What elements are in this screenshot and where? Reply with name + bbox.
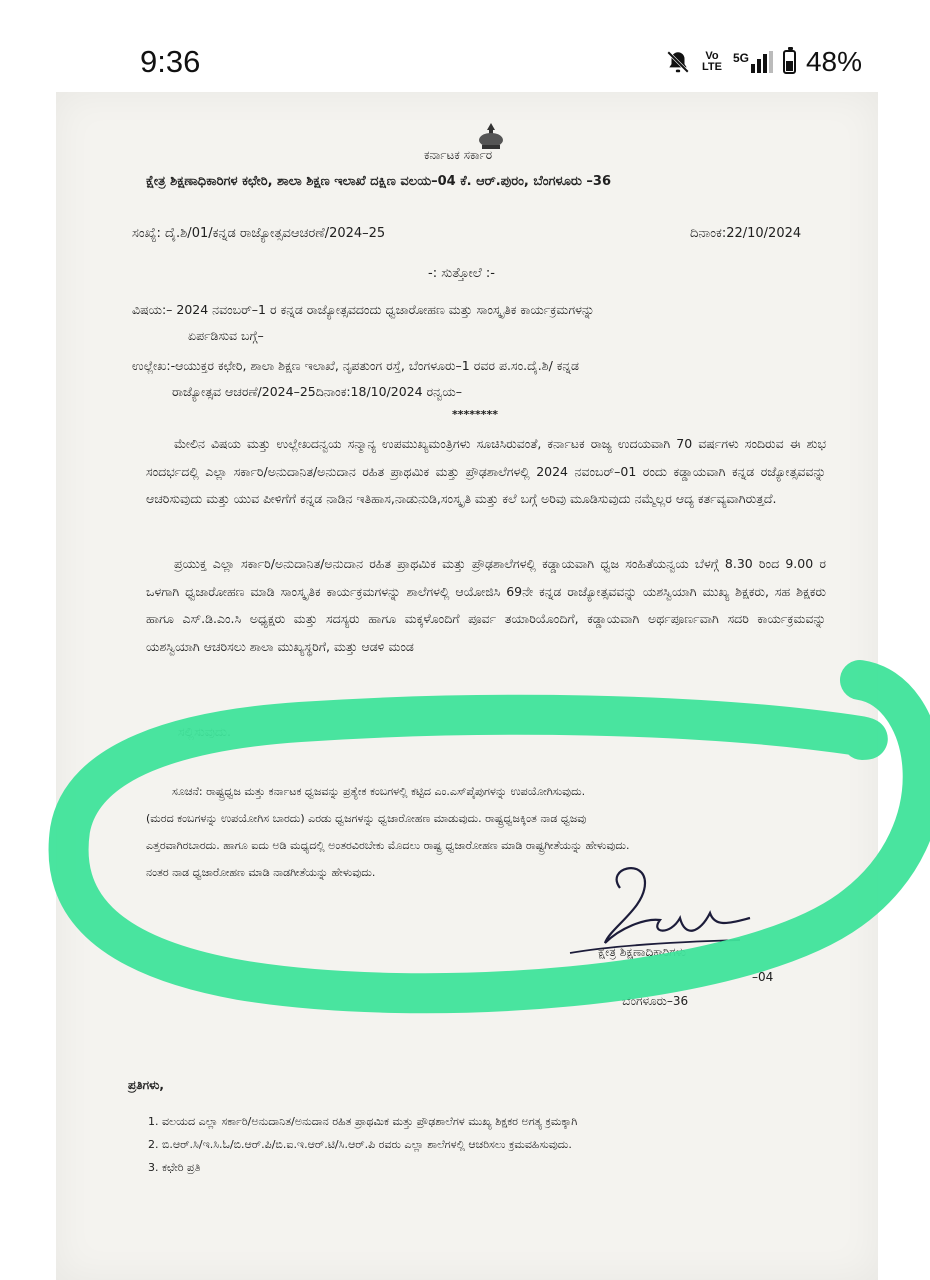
mute-bell-icon xyxy=(665,49,691,75)
signal-icon xyxy=(733,51,773,73)
volte-icon: Vo LTE xyxy=(701,50,722,73)
note-line-2: (ಮರದ ಕಂಬಗಳನ್ನು ಉಪಯೋಗಿಸ ಬಾರದು) ಎರಡು ಧ್ವಜಗಳನ್ನು ಧ್ವಜಾರೋಹಣ ಮಾಡುವುದು. ರಾಷ್ಟ್ರಧ್ವಜಕ್ಕಿಂತ ನಾಡ ಧ್ವಜವು xyxy=(146,812,587,825)
copy-item: 1. ವಲಯದ ಎಲ್ಲಾ ಸರ್ಕಾರಿ/ಅನುದಾನಿತ/ಅನುದಾನ ರಹಿತ ಪ್ರಾಥಮಿಕ ಮತ್ತು ಪ್ರೌಢಶಾಲೆಗಳ ಮುಖ್ಯ ಶಿಕ್ಷಕರ ಅಗತ್ಯ ಕ್ರಮಕ್ಕಾಗಿ xyxy=(148,1115,578,1128)
note-line-4: ನಂತರ ನಾಡ ಧ್ವಜಾರೋಹಣ ಮಾಡಿ ನಾಡಗೀತೆಯನ್ನು ಹೇಳುವುದು. xyxy=(146,866,376,879)
body-paragraph-1: ಮೇಲಿನ ವಿಷಯ ಮತ್ತು ಉಲ್ಲೇಖದನ್ವಯ ಸನ್ಮಾನ್ಯ ಉಪಮುಖ್ಯಮಂತ್ರಿಗಳು ಸೂಚಿಸಿರುವಂತೆ, ಕರ್ನಾಟಕ ರಾಜ್ಯ ಉದಯವಾಗಿ 70 ವರ್ಷಗಳು ಸಂದಿರುವ ಈ ಶುಭ ಸಂದರ್ಭದಲ್ಲಿ ಎಲ್ಲಾ ಸರ್ಕಾರಿ/ಅನುದಾನಿತ/ಅನುದಾನ ರಹಿತ ಪ್ರಾಥಮಿಕ ಮತ್ತು ಪ್ರೌಢಶಾಲೆಗಳಲ್ಲಿ 2024 ನವಂಬರ್–01 ರಂದು ಕಡ್ಡಾಯವಾಗಿ ಕನ್ನಡ ರಜ್ಯೋತ್ಸವವನ್ನು ಆಚರಿಸುವುದು ಮತ್ತು ಯುವ ಪೀಳಿಗೆಗೆ ಕನ್ನಡ ನಾಡಿನ ಇತಿಹಾಸ,ನಾಡುನುಡಿ,ಸಂಸ್ಕೃತಿ ಮತ್ತು ಕಲೆ ಬಗ್ಗೆ ಅರಿವು ಮೂಡಿಸುವುದು ನಮ್ಮೆಲ್ಲರ ಆದ್ಯ ಕರ್ತವ್ಯವಾಗಿರುತ್ತದೆ. xyxy=(146,436,826,506)
status-bar xyxy=(0,0,930,90)
subject-line-1: ವಿಷಯ:– 2024 ನವಂಬರ್–1 ರ ಕನ್ನಡ ರಾಜ್ಯೋತ್ಸವದಂದು ಧ್ವಜಾರೋಹಣ ಮತ್ತು ಸಾಂಸ್ಕೃತಿಕ ಕಾರ್ಯಕ್ರಮಗಳನ್ನು xyxy=(132,302,595,317)
reference-line-2: ರಾಜ್ಯೋತ್ಸವ ಆಚರಣೆ/2024–25ದಿನಾಂಕ:18/10/2024 ರನ್ವಯ– xyxy=(172,384,462,399)
reference-line-1: ಉಲ್ಲೇಖ:-ಆಯುಕ್ತರ ಕಛೇರಿ, ಶಾಲಾ ಶಿಕ್ಷಣ ಇಲಾಖೆ, ನೃಪತುಂಗ ರಸ್ತೆ, ಬೆಂಗಳೂರು–1 ರವರ ಪ.ಸಂ.ದೈ.ಶಿ/ ಕನ್ನಡ xyxy=(132,358,579,373)
network-type: 5G xyxy=(732,51,749,65)
status-icons xyxy=(665,46,862,78)
copy-item: 3. ಕಛೇರಿ ಪ್ರತಿ xyxy=(148,1161,201,1174)
separator: ******** xyxy=(452,408,499,421)
battery-percent: 48% xyxy=(805,46,862,77)
body-paragraph-2-end: ಸಲ್ಲಿಸುವುದು. xyxy=(178,724,231,739)
signatory-title: ಕ್ಷೇತ್ರ ಶಿಕ್ಷಣಾಧಿಕಾರಿಗಳು xyxy=(598,945,686,959)
signatory-office: –04 xyxy=(752,970,774,984)
copies-list xyxy=(148,1110,577,1179)
note-line-3: ಎತ್ತರವಾಗಿರಬಾರದು. ಹಾಗೂ ಐದು ಅಡಿ ಮಧ್ಯದಲ್ಲಿ ಅಂತರವಿರಬೇಕು ಮೊದಲು ರಾಷ್ಟ್ರ ಧ್ವಜಾರೋಹಣ ಮಾಡಿ ರಾಷ್ಟ್ರಗೀತೆಯನ್ನು ಹೇಳುವುದು. xyxy=(146,839,630,852)
body-paragraph-2: ಪ್ರಯುಕ್ತ ಎಲ್ಲಾ ಸರ್ಕಾರಿ/ಅನುದಾನಿತ/ಅನುದಾನ ರಹಿತ ಪ್ರಾಥಮಿಕ ಮತ್ತು ಪ್ರೌಢಶಾಲೆಗಳಲ್ಲಿ ಕಡ್ಡಾಯವಾಗಿ ಧ್ವಜ ಸಂಹಿತೆಯನ್ವಯ ಬೆಳಗ್ಗೆ 8.30 ರಿಂದ 9.00 ರ ಒಳಗಾಗಿ ಧ್ವಜಾರೋಹಣ ಮಾಡಿ ಸಾಂಸ್ಕೃತಿಕ ಕಾರ್ಯಕ್ರಮಗಳನ್ನು ಶಾಲೆಗಳಲ್ಲಿ ಆಯೋಜಿಸಿ 69ನೇ ಕನ್ನಡ ರಾಜ್ಯೋತ್ಸವವನ್ನು ಯಶಸ್ವಿಯಾಗಿ ಮುಖ್ಯ ಶಿಕ್ಷಕರು, ಸಹ ಶಿಕ್ಷಕರು ಹಾಗೂ ಎಸ್.ಡಿ.ಎಂ.ಸಿ ಅಧ್ಯಕ್ಷರು ಮತ್ತು ಸದಸ್ಯರು ಹಾಗೂ ಮಕ್ಕಳೊಂದಿಗೆ ಪೂರ್ವ ತಯಾರಿಯೊಂದಿಗೆ, ಕಡ್ಡಾಯವಾಗಿ ಅರ್ಥಪೂರ್ಣವಾಗಿ ಸದರಿ ಕಾರ್ಯಕ್ರಮವನ್ನು ಯಶಸ್ವಿಯಾಗಿ ಆಚರಿಸಲು ಶಾಲಾ ಮುಖ್ಯಸ್ಥರಿಗೆ, ಮತ್ತು ಆಡಳಿ ಮಂಡ xyxy=(146,556,826,654)
gov-title: ಕರ್ನಾಟಕ ಸರ್ಕಾರ xyxy=(424,148,493,162)
copies-heading: ಪ್ರತಿಗಳು, xyxy=(128,1078,164,1092)
battery-icon xyxy=(783,50,796,74)
clock: 9:36 xyxy=(140,44,201,79)
signatory-city: ಬೆಂಗಳೂರು–36 xyxy=(622,994,689,1008)
reference-number: ಸಂಖ್ಯೆ: ದೈ.ಶಿ/01/ಕನ್ನಡ ರಾಜ್ಯೋತ್ಸವಆಚರಣೆ/2024–25 xyxy=(132,226,386,241)
notice-title: -: ಸುತ್ತೋಲೆ :- xyxy=(428,266,495,281)
office-name: ಕ್ಷೇತ್ರ ಶಿಕ್ಷಣಾಧಿಕಾರಿಗಳ ಕಛೇರಿ, ಶಾಲಾ ಶಿಕ್ಷಣ ಇಲಾಖೆ ದಕ್ಷಿಣ ವಲಯ–04 ಕೆ. ಆರ್.ಪುರಂ, ಬೆಂಗಳೂರು –36 xyxy=(146,174,612,189)
note-line-1: ಸೂಚನೆ: ರಾಷ್ಟ್ರಧ್ವಜ ಮತ್ತು ಕರ್ನಾಟಕ ಧ್ವಜವನ್ನು ಪ್ರತ್ಯೇಕ ಕಂಬಗಳಲ್ಲಿ ಕಟ್ಟಿದ ಎಂ.ಎಸ್‌ಪೈಪುಗಳನ್ನು ಉಪಯೋಗಿಸುವುದು. xyxy=(172,785,586,798)
letter-date: ದಿನಾಂಕ:22/10/2024 xyxy=(690,226,802,241)
subject-line-2: ಏರ್ಪಡಿಸುವ ಬಗ್ಗೆ– xyxy=(188,328,264,343)
copy-item: 2. ಬಿ.ಆರ್.ಸಿ/ಇ.ಸಿ.ಓ/ಬಿ.ಆರ್.ಪಿ/ಬಿ.ಐ.ಇ.ಆರ್.ಟಿ/ಸಿ.ಆರ್.ಪಿ ರವರು ಎಲ್ಲಾ ಶಾಲೆಗಳಲ್ಲಿ ಆಚರಿಸಲು ಕ್ರಮವಹಿಸುವುದು. xyxy=(148,1138,572,1151)
